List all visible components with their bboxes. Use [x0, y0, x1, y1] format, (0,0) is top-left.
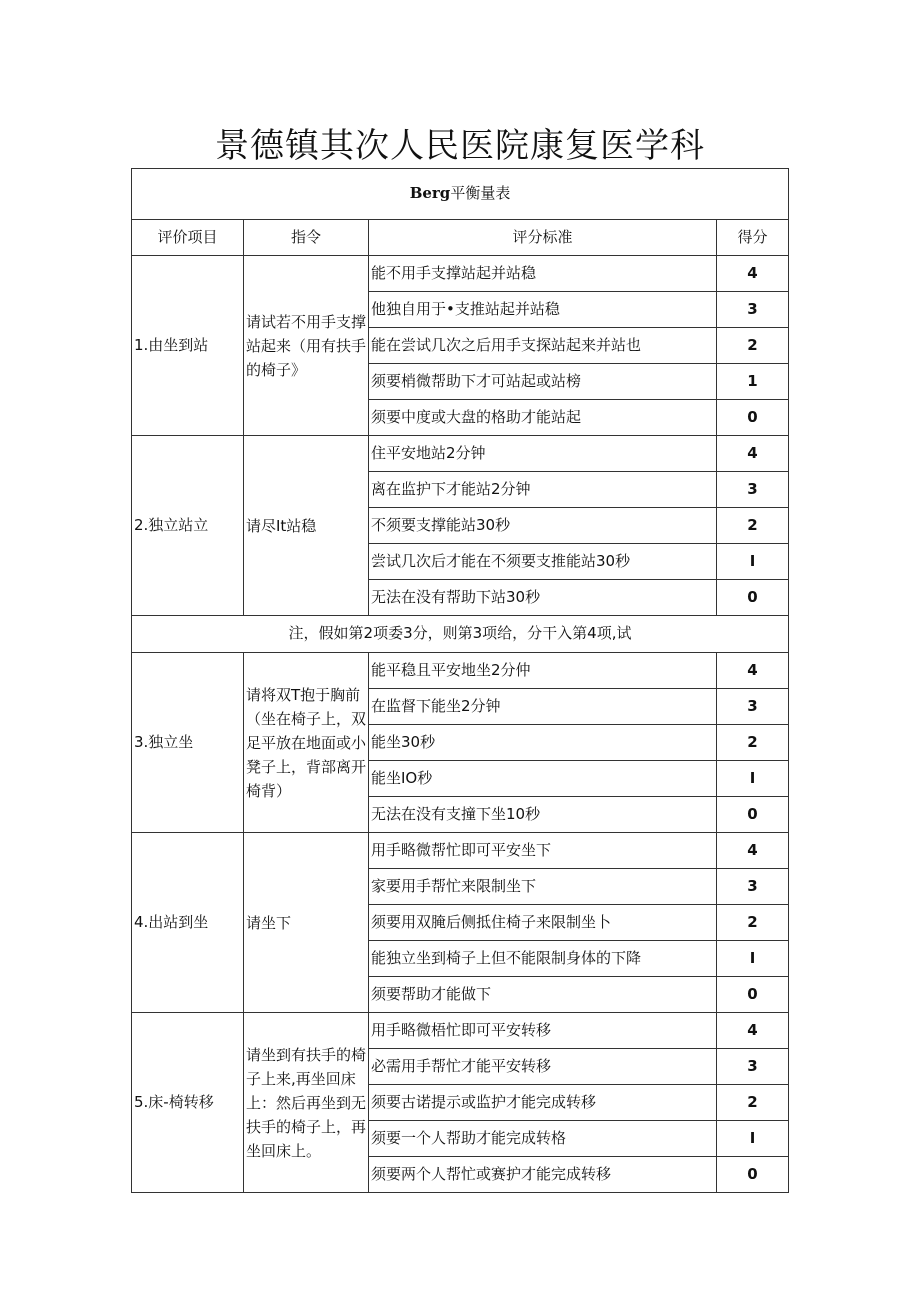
criteria-cell: 必需用手帮忙才能平安转移: [369, 1049, 717, 1085]
scale-title-rest: 平衡量表: [450, 184, 511, 203]
criteria-cell: 无法在没有帮助下站30秒: [369, 580, 717, 616]
header-item: 评价项目: [132, 220, 244, 256]
document-title: 景德镇其次人民医院康复医学科: [215, 126, 705, 166]
score-cell: 1: [717, 364, 789, 400]
criteria-cell: 无法在没有支撞下坐10秒: [369, 797, 717, 833]
note-row: [132, 616, 789, 653]
table-row: [132, 833, 789, 869]
item-cell: 5.床-椅转移: [132, 1013, 244, 1193]
criteria-cell: 尝试几次后才能在不须要支推能站30秒: [369, 544, 717, 580]
score-cell: 3: [717, 1049, 789, 1085]
header-score: 得分: [717, 220, 789, 256]
berg-balance-table: [131, 168, 789, 1193]
criteria-cell: 能坐IO秒: [369, 761, 717, 797]
score-cell: 0: [717, 797, 789, 833]
criteria-cell: 须要用双腌后侧抵住椅子来限制坐卜: [369, 905, 717, 941]
criteria-cell: 能平稳且平安地坐2分仲: [369, 653, 717, 689]
table-row: [132, 653, 789, 689]
score-cell: I: [717, 544, 789, 580]
scale-title-bold: Berg: [409, 184, 451, 203]
instruction-cell: 请坐到有扶手的椅子上来,再坐回床上：然后再坐到无扶手的椅子上，再坐回床上。: [244, 1013, 369, 1193]
instruction-cell: 请试若不用手支撑站起来（用有扶手的椅子》: [244, 256, 369, 436]
table-row: [132, 256, 789, 292]
criteria-cell: 住平安地站2分钟: [369, 436, 717, 472]
score-cell: 2: [717, 328, 789, 364]
criteria-cell: 他独自用于•支推站起并站稳: [369, 292, 717, 328]
score-cell: 0: [717, 977, 789, 1013]
score-cell: I: [717, 1121, 789, 1157]
criteria-cell: 须要两个人帮忙或赛护才能完成转移: [369, 1157, 717, 1193]
instruction-cell: 请坐下: [244, 833, 369, 1013]
header-criteria: 评分标准: [369, 220, 717, 256]
criteria-cell: 须要帮助才能做下: [369, 977, 717, 1013]
item-cell: 4.出站到坐: [132, 833, 244, 1013]
score-cell: 2: [717, 905, 789, 941]
scale-title: [132, 169, 789, 220]
criteria-cell: 须要古诺提示或监护才能完成转移: [369, 1085, 717, 1121]
criteria-cell: 须要中度或大盘的格助才能站起: [369, 400, 717, 436]
score-cell: 3: [717, 472, 789, 508]
score-cell: 4: [717, 1013, 789, 1049]
score-cell: 0: [717, 580, 789, 616]
score-cell: 4: [717, 653, 789, 689]
table-title-row: [132, 169, 789, 220]
table-body: [132, 169, 789, 1193]
criteria-cell: 能独立坐到椅子上但不能限制身体的下降: [369, 941, 717, 977]
instruction-cell: 请尽It站稳: [244, 436, 369, 616]
item-cell: 1.由坐到站: [132, 256, 244, 436]
table-row: [132, 436, 789, 472]
criteria-cell: 在监督下能坐2分钟: [369, 689, 717, 725]
header-instruction: 指令: [244, 220, 369, 256]
score-cell: 0: [717, 1157, 789, 1193]
table-row: [132, 1013, 789, 1049]
score-cell: 3: [717, 292, 789, 328]
criteria-cell: 能在尝试几次之后用手支探站起来并站也: [369, 328, 717, 364]
criteria-cell: 不须要支撑能站30秒: [369, 508, 717, 544]
item-cell: 2.独立站立: [132, 436, 244, 616]
note-text: 注，假如第2项委3分，则第3项给，分干入第4项,试: [132, 616, 789, 653]
score-cell: 4: [717, 256, 789, 292]
score-cell: 4: [717, 436, 789, 472]
criteria-cell: 用手略微梧忙即可平安转移: [369, 1013, 717, 1049]
criteria-cell: 用手略微帮忙即可平安坐下: [369, 833, 717, 869]
criteria-cell: 须要梢微帮助下才可站起或站榜: [369, 364, 717, 400]
score-cell: 0: [717, 400, 789, 436]
criteria-cell: 离在监护下才能站2分钟: [369, 472, 717, 508]
criteria-cell: 须要一个人帮助才能完成转格: [369, 1121, 717, 1157]
criteria-cell: 家要用手帮忙来限制坐下: [369, 869, 717, 905]
score-cell: 3: [717, 869, 789, 905]
score-cell: 2: [717, 508, 789, 544]
criteria-cell: 能不用手支撑站起并站稳: [369, 256, 717, 292]
instruction-cell: 请将双T抱于胸前（坐在椅子上，双足平放在地面或小凳子上，背部离开椅背）: [244, 653, 369, 833]
table-header-row: [132, 220, 789, 256]
score-cell: I: [717, 941, 789, 977]
item-cell: 3.独立坐: [132, 653, 244, 833]
score-cell: I: [717, 761, 789, 797]
score-cell: 2: [717, 725, 789, 761]
score-cell: 4: [717, 833, 789, 869]
criteria-cell: 能坐30秒: [369, 725, 717, 761]
score-cell: 3: [717, 689, 789, 725]
score-cell: 2: [717, 1085, 789, 1121]
